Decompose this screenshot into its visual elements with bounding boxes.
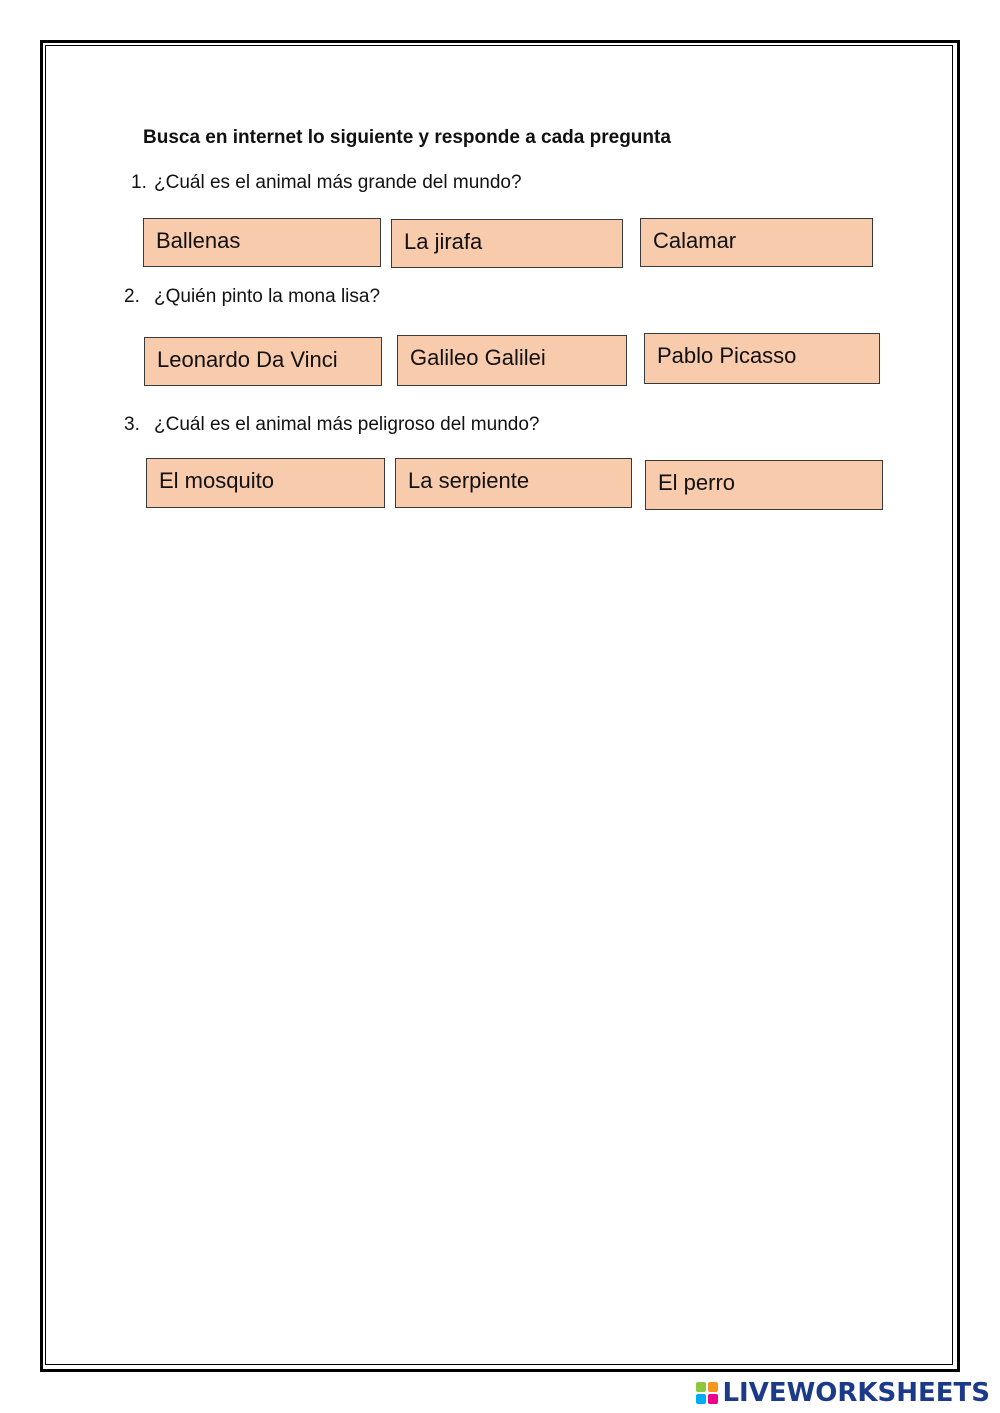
- question-3-text: ¿Cuál es el animal más peligroso del mundo?: [154, 414, 540, 435]
- answer-option-la-serpiente[interactable]: La serpiente: [395, 458, 632, 508]
- liveworksheets-branding: [696, 1378, 990, 1408]
- logo-square-orange: [708, 1382, 718, 1392]
- brand-name: LIVEWORKSHEETS: [722, 1378, 990, 1408]
- instruction-heading: Busca en internet lo siguiente y responde a cada pregunta: [143, 127, 671, 148]
- question-3-number: 3.: [124, 414, 140, 435]
- answer-option-leonardo-da-vinci[interactable]: Leonardo Da Vinci: [144, 337, 382, 386]
- question-2: [124, 286, 380, 308]
- question-1-number: 1.: [131, 172, 147, 193]
- question-2-number: 2.: [124, 286, 140, 307]
- question-1-text: ¿Cuál es el animal más grande del mundo?: [154, 172, 522, 193]
- answer-option-la-jirafa[interactable]: La jirafa: [391, 219, 623, 268]
- answer-option-pablo-picasso[interactable]: Pablo Picasso: [644, 333, 880, 384]
- logo-square-green: [696, 1382, 706, 1392]
- logo-square-pink: [708, 1394, 718, 1404]
- question-1: [131, 172, 522, 194]
- question-3: [124, 414, 539, 436]
- answer-option-calamar[interactable]: Calamar: [640, 218, 873, 267]
- liveworksheets-logo-icon: [696, 1382, 718, 1404]
- answer-option-el-perro[interactable]: El perro: [645, 460, 883, 510]
- question-2-text: ¿Quién pinto la mona lisa?: [154, 286, 381, 307]
- answer-option-galileo-galilei[interactable]: Galileo Galilei: [397, 335, 627, 386]
- answer-option-ballenas[interactable]: Ballenas: [143, 218, 381, 267]
- logo-square-blue: [696, 1394, 706, 1404]
- answer-option-el-mosquito[interactable]: El mosquito: [146, 458, 385, 508]
